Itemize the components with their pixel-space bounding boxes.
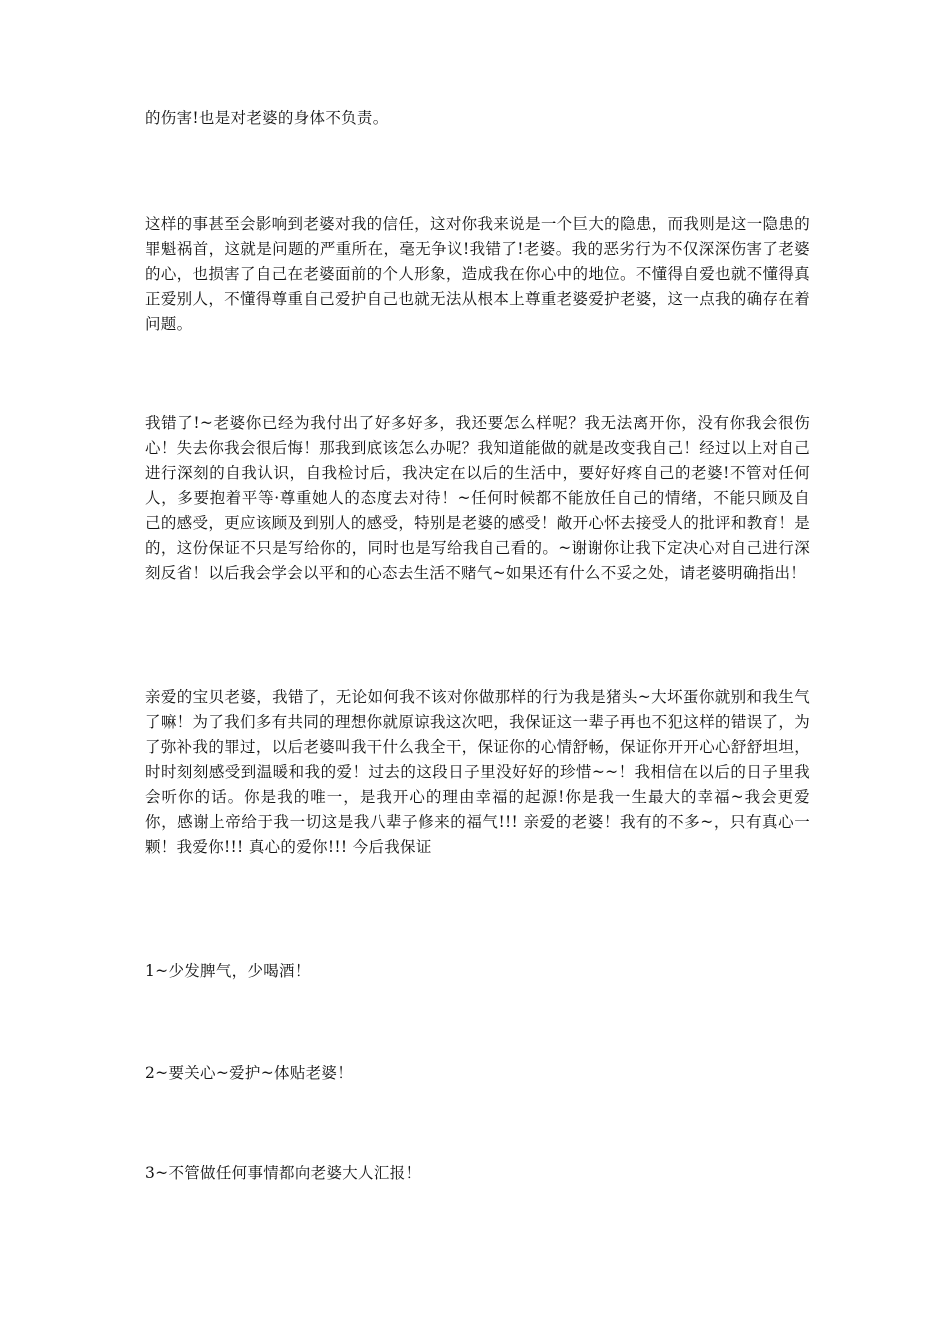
list-item-3: 3~不管做任何事情都向老婆大人汇报！ [145, 1164, 422, 1182]
list-item-1: 1~少发脾气，少喝酒！ [145, 962, 311, 980]
list-item-2: 2~要关心~爱护~体贴老婆！ [145, 1064, 354, 1082]
paragraph-2: 这样的事甚至会影响到老婆对我的信任，这对你我来说是一个巨大的隐患，而我则是这一隐患的罪魁祸首，这就是问题的严重所在，毫无争议!我错了!老婆。我的恶劣行为不仅深深伤害了老婆的心，也损害了自己在老婆面前的个人形象，造成我在你心中的地位。不懂得自爱也就不懂得真正爱别人，不懂得尊重自己爱护自己也就无法从根本上尊重老婆爱护老婆，这一点我的确存在着问题。 [145, 215, 810, 333]
paragraph-3: 我错了!~老婆你已经为我付出了好多好多，我还要怎么样呢？我无法离开你，没有你我会很伤心！失去你我会很后悔！那我到底该怎么办呢？我知道能做的就是改变我自己！经过以上对自己进行深刻的自我认识，自我检讨后，我决定在以后的生活中，要好好疼自己的老婆!不管对任何人，多要抱着平等·尊重她人的态度去对待！~任何时候都不能放任自己的情绪，不能只顾及自己的感受，更应该顾及到别人的感受，特别是老婆的感受！敞开心怀去接受人的批评和教育！是的，这份保证不只是写给你的，同时也是写给我自己看的。~谢谢你让我下定决心对自己进行深刻反省！以后我会学会以平和的心态去生活不赌气~如果还有什么不妥之处，请老婆明确指出！ [145, 414, 810, 582]
paragraph-4: 亲爱的宝贝老婆，我错了，无论如何我不该对你做那样的行为我是猪头~大坏蛋你就别和我生气了嘛！为了我们多有共同的理想你就原谅我这次吧，我保证这一辈子再也不犯这样的错误了，为了弥补我的罪过，以后老婆叫我干什么我全干，保证你的心情舒畅，保证你开开心心舒舒坦坦，时时刻刻感受到温暖和我的爱！过去的这段日子里没好好的珍惜~~！我相信在以后的日子里我会听你的话。你是我的唯一，是我开心的理由幸福的起源!你是我一生最大的幸福~我会更爱你，感谢上帝给于我一切这是我八辈子修来的福气!!! 亲爱的老婆！我有的不多~，只有真心一颗！我爱你!!! 真心的爱你!!! 今后我保证 [145, 688, 810, 856]
paragraph-1: 的伤害!也是对老婆的身体不负责。 [145, 109, 389, 127]
